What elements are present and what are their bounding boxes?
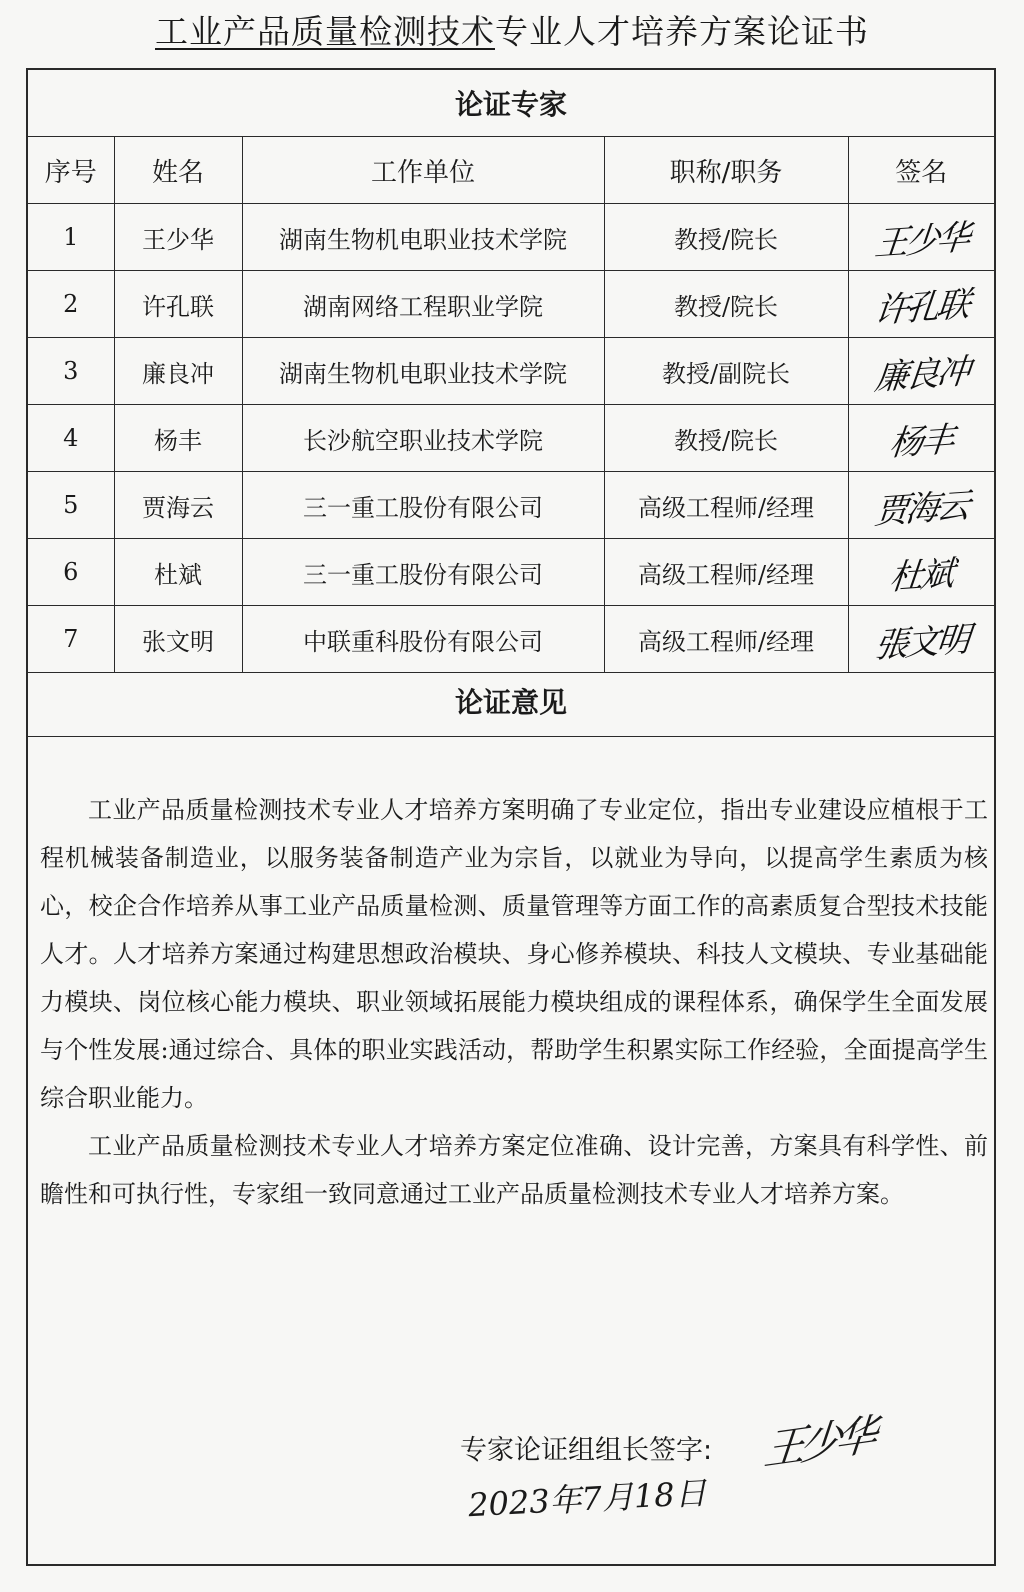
expert-name: 王少华 <box>114 204 242 271</box>
expert-no: 6 <box>28 539 114 606</box>
expert-name: 杨丰 <box>114 405 242 472</box>
expert-signature: 張文明 <box>872 619 970 666</box>
expert-title: 高级工程师/经理 <box>604 606 848 673</box>
expert-name: 贾海云 <box>114 472 242 539</box>
expert-unit: 三一重工股份有限公司 <box>242 472 604 539</box>
expert-no: 3 <box>28 338 114 405</box>
expert-signature: 杜斌 <box>887 553 954 598</box>
experts-section-title: 论证专家 <box>28 70 994 137</box>
expert-unit: 湖南生物机电职业技术学院 <box>242 204 604 271</box>
leader-signature: 王少华 <box>761 1409 874 1476</box>
table-row <box>28 271 994 338</box>
title-rest-part: 专业人才培养方案论证书 <box>495 12 869 51</box>
expert-name: 张文明 <box>114 606 242 673</box>
expert-unit: 湖南网络工程职业学院 <box>242 271 604 338</box>
title-underlined-part: 工业产品质量检测技术 <box>155 12 495 51</box>
expert-unit: 长沙航空职业技术学院 <box>242 405 604 472</box>
expert-signature: 杨丰 <box>887 419 954 464</box>
opinion-section-title: 论证意见 <box>28 670 994 737</box>
expert-no: 7 <box>28 606 114 673</box>
table-row <box>28 204 994 271</box>
expert-title: 教授/院长 <box>604 204 848 271</box>
expert-no: 1 <box>28 204 114 271</box>
opinion-body <box>40 786 988 1218</box>
expert-no: 2 <box>28 271 114 338</box>
expert-unit: 三一重工股份有限公司 <box>242 539 604 606</box>
expert-no: 4 <box>28 405 114 472</box>
experts-table <box>28 70 994 673</box>
expert-signature: 王少华 <box>872 217 970 264</box>
expert-no: 5 <box>28 472 114 539</box>
expert-title: 教授/副院长 <box>604 338 848 405</box>
expert-title: 高级工程师/经理 <box>604 472 848 539</box>
expert-title: 教授/院长 <box>604 271 848 338</box>
table-row <box>28 338 994 405</box>
table-header-row <box>28 137 994 204</box>
expert-name: 廉良冲 <box>114 338 242 405</box>
expert-name: 杜斌 <box>114 539 242 606</box>
expert-signature: 贾海云 <box>872 485 970 532</box>
table-row <box>28 606 994 673</box>
expert-title: 高级工程师/经理 <box>604 539 848 606</box>
expert-title: 教授/院长 <box>604 405 848 472</box>
column-header-title: 职称/职务 <box>604 137 848 204</box>
opinion-paragraph-1: 工业产品质量检测技术专业人才培养方案明确了专业定位，指出专业建设应植根于工程机械装备制造业，以服务装备制造产业为宗旨，以就业为导向，以提高学生素质为核心，校企合作培养从事工业产品质量检测、质量管理等方面工作的高素质复合型技术技能人才。人才培养方案通过构建思想政治模块、身心修养模块、科技人文模块、专业基础能力模块、岗位核心能力模块、职业领域拓展能力模块组成的课程体系，确保学生全面发展与个性发展:通过综合、具体的职业实践活动，帮助学生积累实际工作经验，全面提高学生综合职业能力。 <box>40 796 988 1112</box>
expert-unit: 中联重科股份有限公司 <box>242 606 604 673</box>
opinion-paragraph-2: 工业产品质量检测技术专业人才培养方案定位准确、设计完善，方案具有科学性、前瞻性和可执行性，专家组一致同意通过工业产品质量检测技术专业人才培养方案。 <box>40 1132 988 1208</box>
table-row <box>28 539 994 606</box>
expert-signature: 许孔联 <box>872 284 970 331</box>
column-header-signature: 签名 <box>848 137 994 204</box>
column-header-unit: 工作单位 <box>242 137 604 204</box>
table-row <box>28 472 994 539</box>
expert-signature: 廉良冲 <box>872 351 970 398</box>
signing-date: 2023年7月18日 <box>467 1473 708 1525</box>
leader-signature-label: 专家论证组组长签字: <box>460 1435 713 1466</box>
column-header-no: 序号 <box>28 137 114 204</box>
document-title <box>0 10 1024 54</box>
table-row <box>28 405 994 472</box>
form-frame <box>26 68 996 1566</box>
column-header-name: 姓名 <box>114 137 242 204</box>
expert-name: 许孔联 <box>114 271 242 338</box>
expert-unit: 湖南生物机电职业技术学院 <box>242 338 604 405</box>
